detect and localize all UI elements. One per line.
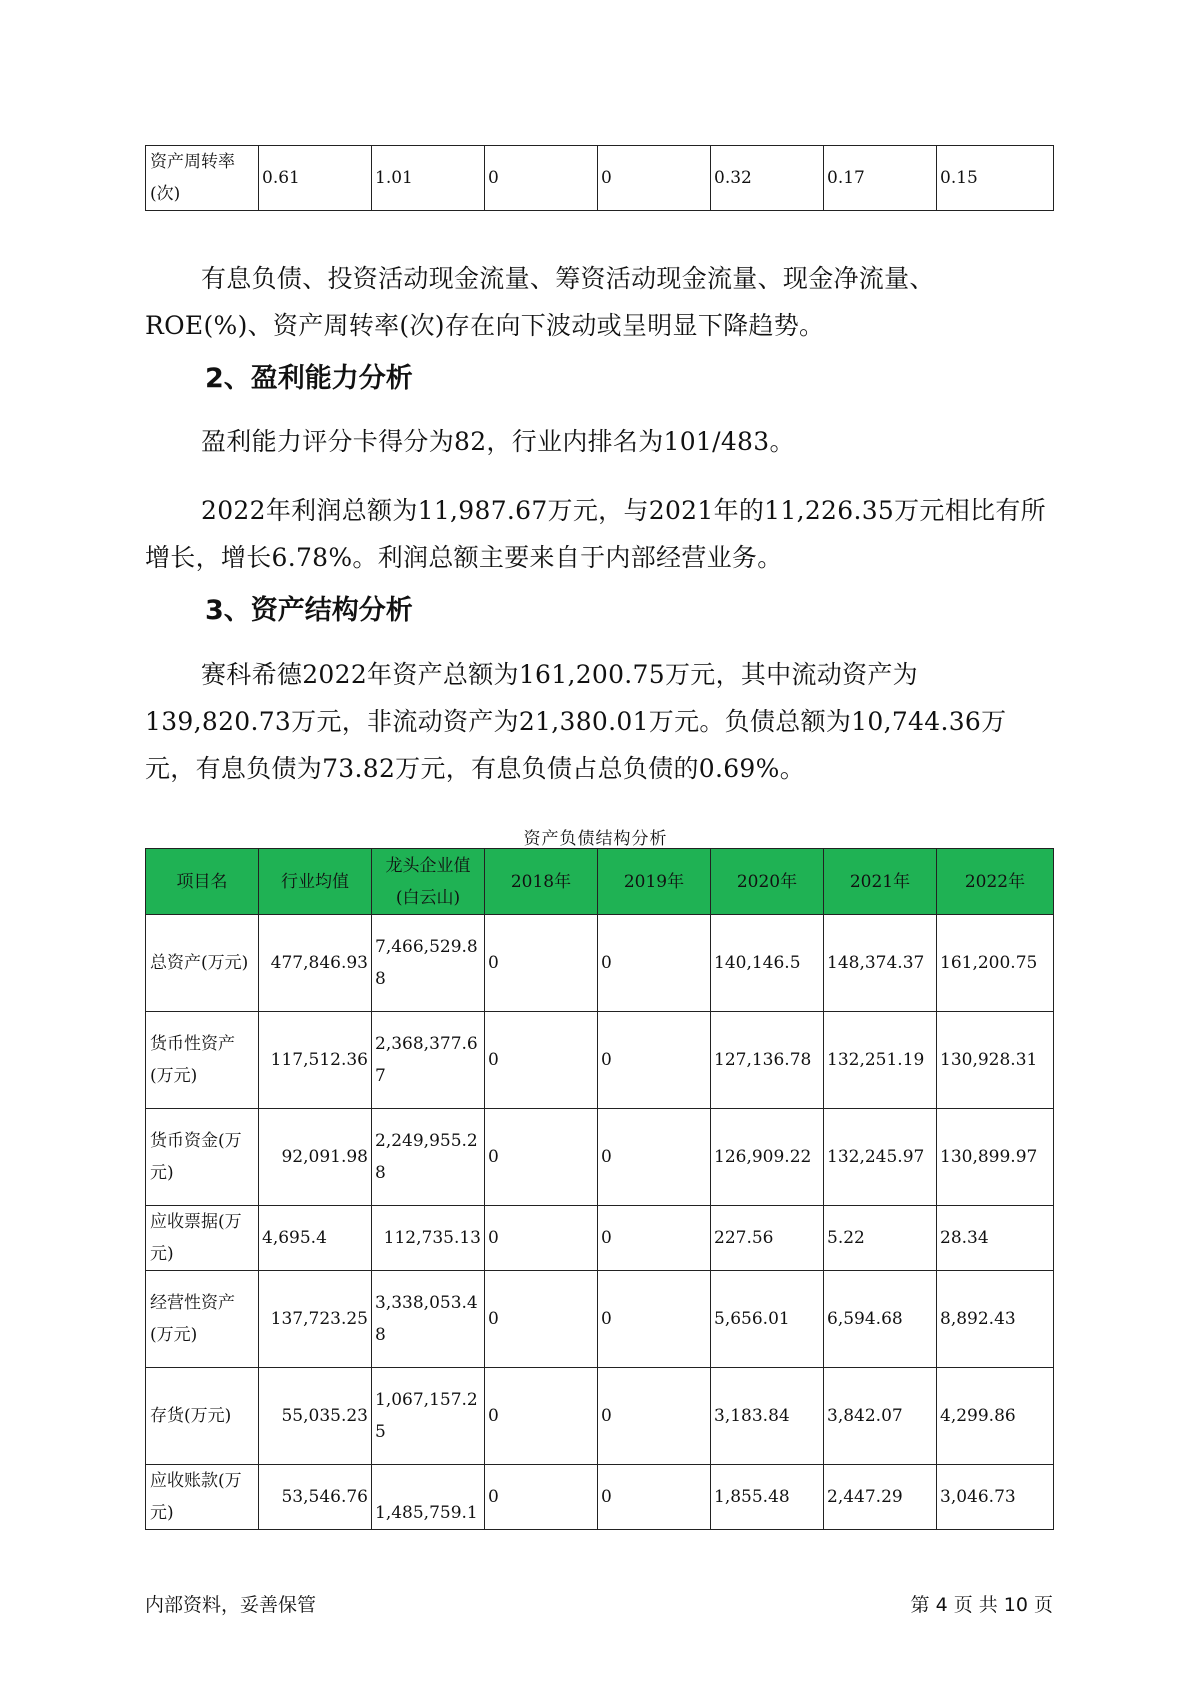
row-label: 应收票据(万元) — [146, 1206, 259, 1271]
table-cell: 55,035.23 — [259, 1368, 372, 1465]
table-cell: 0.61 — [259, 146, 372, 211]
table-cell: 28.34 — [937, 1206, 1054, 1271]
table-cell: 126,909.22 — [711, 1109, 824, 1206]
table-cell: 227.56 — [711, 1206, 824, 1271]
row-label: 资产周转率(次) — [146, 146, 259, 211]
table-cell: 0 — [598, 1368, 711, 1465]
table-cell: 0 — [485, 915, 598, 1012]
table-cell: 132,245.97 — [824, 1109, 937, 1206]
table-cell: 5.22 — [824, 1206, 937, 1271]
table-cell: 1.01 — [372, 146, 485, 211]
table-cell: 0 — [598, 1271, 711, 1368]
column-header: 2021年 — [824, 849, 937, 915]
table-row — [146, 1109, 1054, 1206]
column-header: 2018年 — [485, 849, 598, 915]
paragraph-score: 盈利能力评分卡得分为82，行业内排名为101/483。 — [201, 427, 795, 456]
row-label: 货币性资产(万元) — [146, 1012, 259, 1109]
table-cell: 6,594.68 — [824, 1271, 937, 1368]
table-cell: 137,723.25 — [259, 1271, 372, 1368]
table-cell: 130,899.97 — [937, 1109, 1054, 1206]
table-cell: 0 — [598, 1012, 711, 1109]
table-row — [146, 1012, 1054, 1109]
table-cell: 117,512.36 — [259, 1012, 372, 1109]
table-cell: 3,046.73 — [937, 1465, 1054, 1530]
table-cell: 2,368,377.67 — [372, 1012, 485, 1109]
table-cell: 132,251.19 — [824, 1012, 937, 1109]
table-cell: 2,249,955.28 — [372, 1109, 485, 1206]
table-cell: 1,067,157.25 — [372, 1368, 485, 1465]
table-cell: 0 — [485, 146, 598, 211]
table-cell: 0 — [485, 1368, 598, 1465]
row-label: 存货(万元) — [146, 1368, 259, 1465]
table-cell: 477,846.93 — [259, 915, 372, 1012]
paragraph-profit: 2022年利润总额为11,987.67万元，与2021年的11,226.35万元相比有所增长，增长6.78%。利润总额主要来自于内部经营业务。 — [145, 496, 1046, 572]
table-cell: 0.17 — [824, 146, 937, 211]
row-label: 应收账款(万元) — [146, 1465, 259, 1530]
table-cell: 0 — [598, 1206, 711, 1271]
table-cell: 112,735.13 — [372, 1206, 485, 1271]
table-cell: 1,485,759.1 — [372, 1465, 485, 1530]
table-cell: 7,466,529.88 — [372, 915, 485, 1012]
table-cell: 0 — [485, 1109, 598, 1206]
table-cell: 140,146.5 — [711, 915, 824, 1012]
table-cell: 4,299.86 — [937, 1368, 1054, 1465]
table-cell: 3,842.07 — [824, 1368, 937, 1465]
table-header-row — [146, 849, 1054, 915]
table-cell: 0 — [598, 1465, 711, 1530]
column-header: 龙头企业值(白云山) — [372, 849, 485, 915]
row-label: 货币资金(万元) — [146, 1109, 259, 1206]
column-header: 2020年 — [711, 849, 824, 915]
table-cell: 0 — [485, 1465, 598, 1530]
section-heading-profitability: 2、盈利能力分析 — [205, 363, 413, 394]
paragraph-assets: 赛科希德2022年资产总额为161,200.75万元，其中流动资产为139,820.73万元，非流动资产为21,380.01万元。负债总额为10,744.36万元，有息负债为73.82万元，有息负债占总负债的0.69%。 — [145, 660, 1007, 783]
table-cell: 0.32 — [711, 146, 824, 211]
table-row — [146, 1368, 1054, 1465]
table-cell: 92,091.98 — [259, 1109, 372, 1206]
asset-liability-table — [145, 848, 1054, 1530]
table-cell: 130,928.31 — [937, 1012, 1054, 1109]
section-heading-asset-structure: 3、资产结构分析 — [205, 595, 413, 626]
paragraph-trend: 有息负债、投资活动现金流量、筹资活动现金流量、现金净流量、ROE(%)、资产周转率(次)存在向下波动或呈明显下降趋势。 — [145, 264, 935, 340]
table-cell: 3,338,053.48 — [372, 1271, 485, 1368]
table-cell: 0 — [598, 915, 711, 1012]
table-caption: 资产负债结构分析 — [523, 829, 668, 849]
column-header: 2019年 — [598, 849, 711, 915]
table-cell: 53,546.76 — [259, 1465, 372, 1530]
row-label: 经营性资产(万元) — [146, 1271, 259, 1368]
footer-confidential-note: 内部资料，妥善保管 — [145, 1594, 317, 1616]
table-cell: 0.15 — [937, 146, 1054, 211]
table-cell: 1,855.48 — [711, 1465, 824, 1530]
table-row — [146, 1271, 1054, 1368]
table-cell: 127,136.78 — [711, 1012, 824, 1109]
table-cell: 2,447.29 — [824, 1465, 937, 1530]
footer-page-number: 第 4 页 共 10 页 — [910, 1594, 1053, 1616]
table-cell: 0 — [598, 146, 711, 211]
table-row — [146, 915, 1054, 1012]
table-cell: 148,374.37 — [824, 915, 937, 1012]
table-row — [146, 1465, 1054, 1530]
table-cell: 161,200.75 — [937, 915, 1054, 1012]
table-cell: 0 — [598, 1109, 711, 1206]
table-row — [146, 146, 1054, 211]
column-header: 2022年 — [937, 849, 1054, 915]
table-cell: 8,892.43 — [937, 1271, 1054, 1368]
table-cell: 5,656.01 — [711, 1271, 824, 1368]
table-cell: 0 — [485, 1271, 598, 1368]
table-row — [146, 1206, 1054, 1271]
column-header: 行业均值 — [259, 849, 372, 915]
table-cell: 3,183.84 — [711, 1368, 824, 1465]
table-cell: 0 — [485, 1206, 598, 1271]
table-cell: 4,695.4 — [259, 1206, 372, 1271]
column-header: 项目名 — [146, 849, 259, 915]
row-label: 总资产(万元) — [146, 915, 259, 1012]
table-cell: 0 — [485, 1012, 598, 1109]
turnover-table — [145, 145, 1054, 211]
